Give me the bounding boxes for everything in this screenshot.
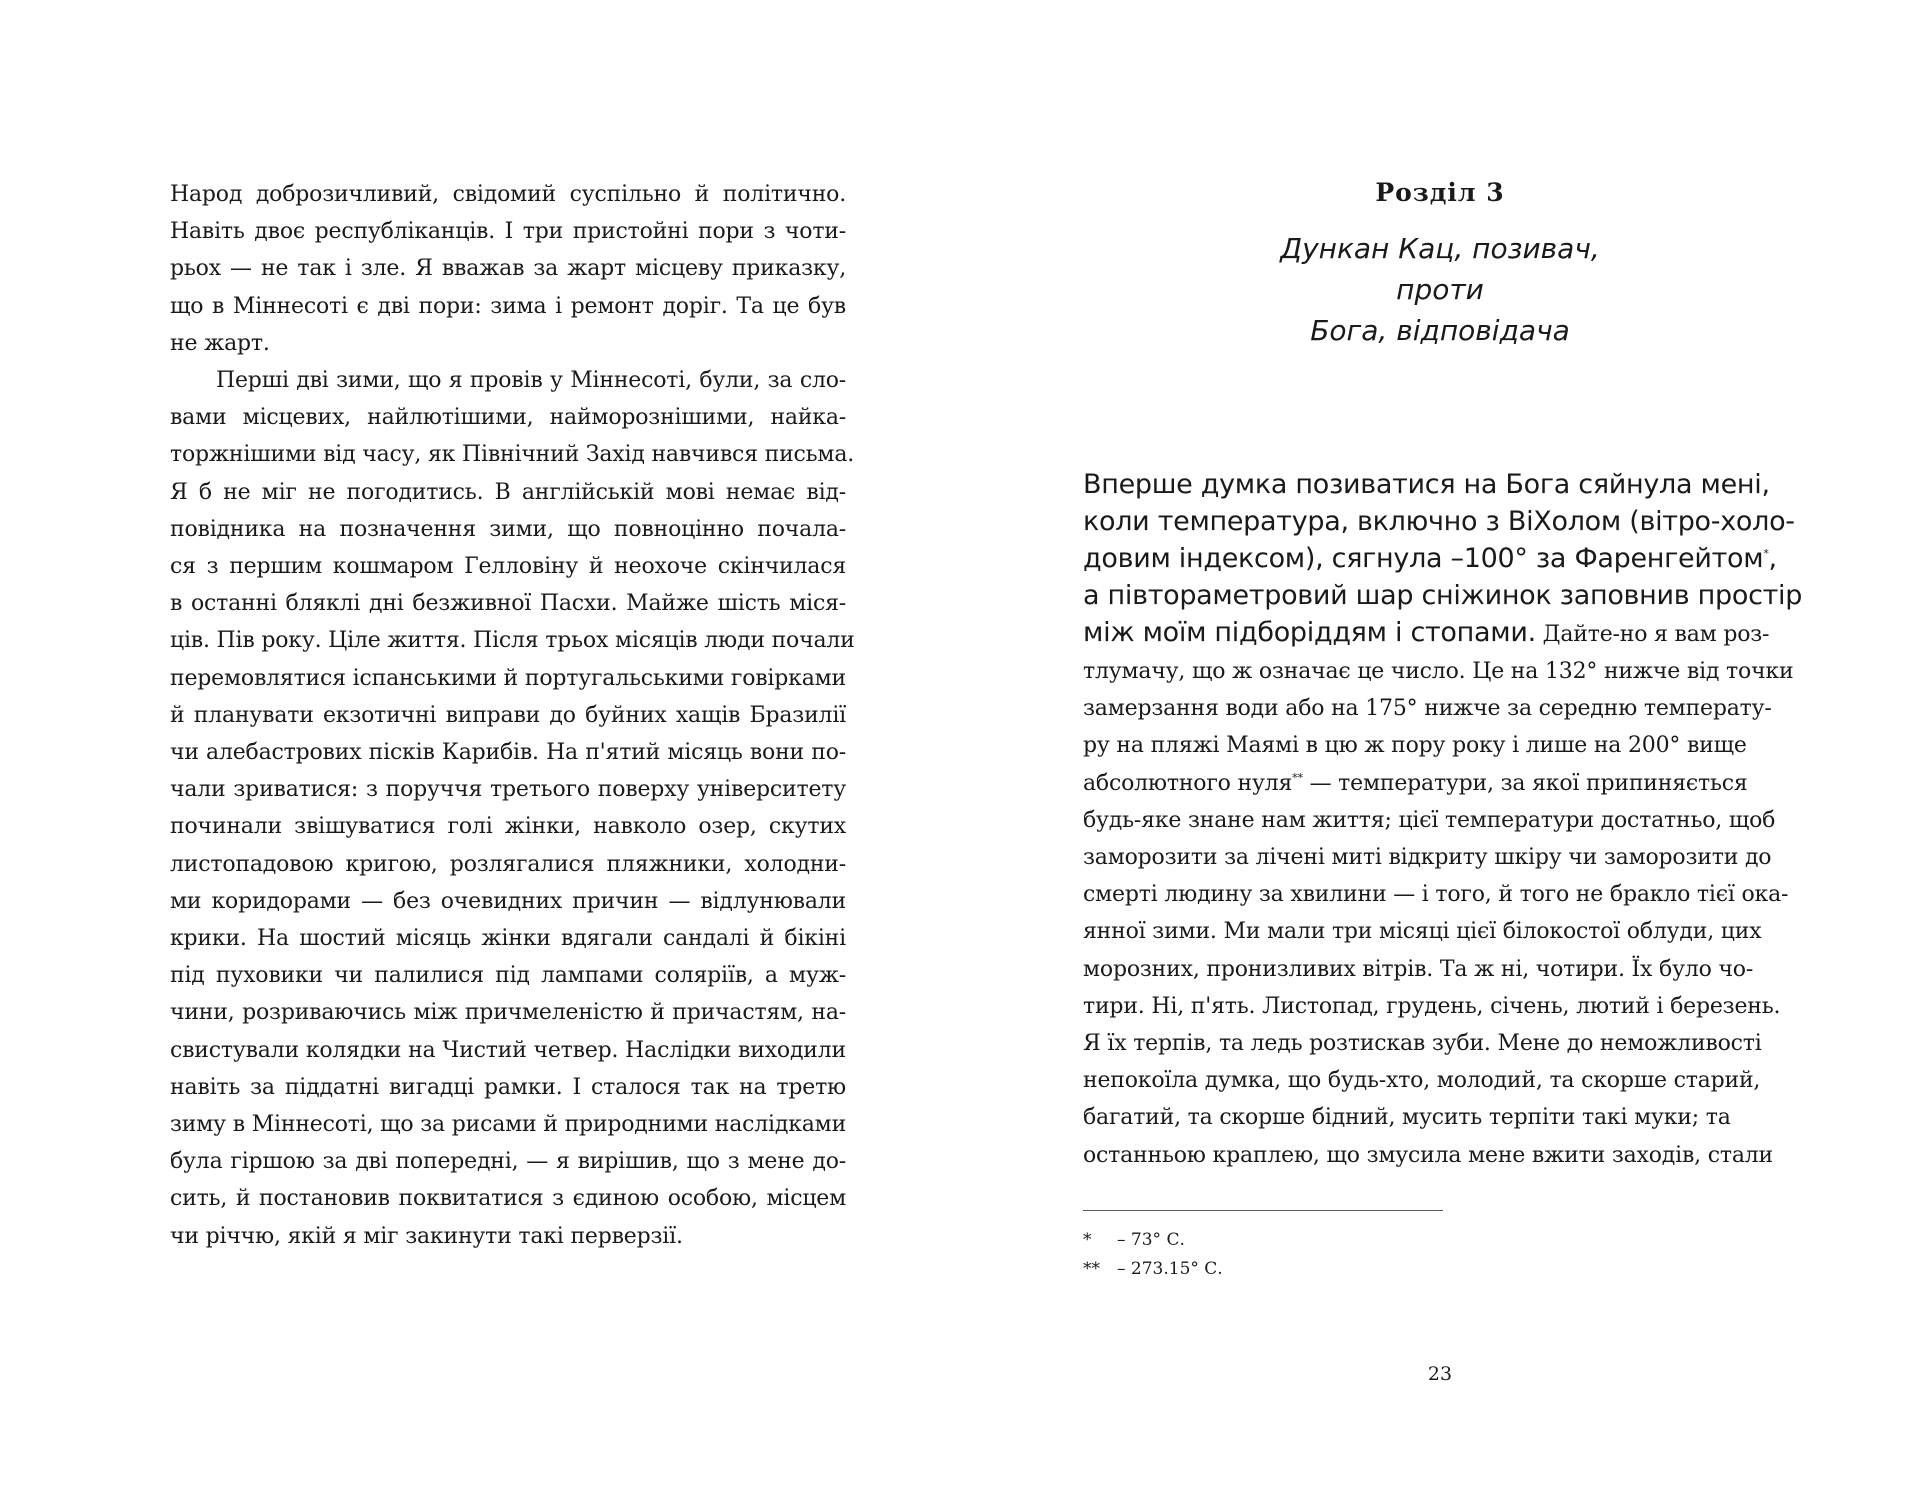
footnote-ref: * xyxy=(1763,547,1769,560)
right-page xyxy=(960,0,1920,1485)
footnote xyxy=(1083,1226,1223,1255)
body-line: янної зими. Ми мали три місяці цієї білокостої облуди, цих xyxy=(1083,919,1762,945)
body-line: в останні бляклі дні безживної Пасхи. Майже шість міся- xyxy=(170,591,846,617)
footnote-text: – 273.15° С. xyxy=(1117,1259,1223,1279)
body-line: що в Міннесоті є дві пори: зима і ремонт доріг. Та це був xyxy=(170,293,846,319)
body-line-text: довим індексом), сягнула –100° за Фаренгейтом xyxy=(1083,543,1764,574)
body-line: сить, й постановив поквитатися з єдиною особою, місцем xyxy=(170,1186,846,1212)
body-line: непокоїла думка, що будь-хто, молодий, та скорше старий, xyxy=(1083,1068,1761,1094)
body-line: перемовлятися іспанськими й португальськими говірками xyxy=(170,665,846,691)
chapter-number: Розділ 3 xyxy=(1375,178,1505,207)
footnote-ref: ** xyxy=(1292,771,1303,785)
body-line: чини, розриваючись між причмеленістю й причастям, на- xyxy=(170,1000,846,1026)
body-line: зиму в Міннесоті, що за рисами й природними наслідками xyxy=(170,1112,847,1138)
chapter-title xyxy=(960,228,1920,351)
body-line: навіть за піддатні вигадці рамки. І сталося так на третю xyxy=(170,1074,846,1100)
body-line: Навіть двоє республіканців. І три пристойні пори з чоти- xyxy=(170,219,846,245)
body-line: під пуховики чи палилися під лампами соляріїв, а муж- xyxy=(170,963,846,989)
footnote xyxy=(1083,1255,1223,1284)
body-line-large-part: між моїм підборіддям і стопами. xyxy=(1083,617,1536,648)
body-line: Народ доброзичливий, свідомий суспільно й політично. xyxy=(170,182,846,207)
body-line-text: — температури, за якої припиняється xyxy=(1302,770,1748,796)
body-line: свистували колядки на Чистий четвер. Наслідки виходили xyxy=(170,1037,846,1063)
body-line: останньою краплею, що змусила мене вжити заходів, стали xyxy=(1083,1142,1774,1168)
body-line-text: абсолютного нуля xyxy=(1083,770,1293,796)
body-line: морозних, пронизливих вітрів. Та ж ні, чотири. Їх було чо- xyxy=(1083,956,1754,982)
body-line: ру на пляжі Маямі в цю ж пору року і лише на 200° вище xyxy=(1083,733,1747,759)
body-line: не жарт. xyxy=(170,330,270,356)
chapter-title-line: Бога, відповідача xyxy=(1310,314,1570,347)
footnotes xyxy=(1083,1226,1223,1284)
chapter-title-line: проти xyxy=(1396,273,1484,306)
left-page-text xyxy=(170,176,855,1255)
body-line: починали звішуватися голі жінки, навколо озер, скутих xyxy=(170,814,846,840)
chapter-title-line: Дункан Кац, позивач, xyxy=(1280,232,1600,265)
body-line: була гіршою за дві попередні, — я вирішив, що з мене до- xyxy=(170,1149,846,1175)
body-line: крики. На шостий місяць жінки вдягали сандалі й бікіні xyxy=(170,926,846,952)
body-line: заморозити за лічені миті відкриту шкіру чи заморозити до xyxy=(1083,845,1772,871)
body-line: торжнішими від часу, як Північний Захід навчився письма. xyxy=(170,442,855,468)
body-line: ми коридорами — без очевидних причин — відлунювали xyxy=(170,888,846,914)
body-line-mixed xyxy=(1083,614,1770,653)
body-line: рьох — не так і зле. Я вважав за жарт місцеву приказку, xyxy=(170,256,846,282)
body-line: багатий, та скорше бідний, мусить терпіти такі муки; та xyxy=(1083,1105,1731,1131)
body-line: чи алебастрових пісків Карибів. На п'ятий місяць вони по- xyxy=(170,740,846,766)
body-line: листопадовою кригою, розлягалися пляжники, холодни- xyxy=(170,851,846,877)
footnote-marker: ** xyxy=(1083,1259,1100,1279)
page-number: 23 xyxy=(1427,1363,1453,1385)
body-line: замерзання води або на 175° нижче за середню температу- xyxy=(1083,696,1772,722)
body-line: повідника на позначення зими, що повноцінно почала- xyxy=(170,516,846,542)
body-line: смерті людину за хвилини — і того, й того не бракло тієї ока- xyxy=(1083,882,1789,908)
body-line: й планувати екзотичні виправи до буйних хащів Бразилії xyxy=(170,702,846,728)
right-page-text xyxy=(1083,466,1803,1174)
body-line: Перші дві зими, що я провів у Міннесоті, були, за сло- xyxy=(216,368,846,394)
body-line-large: коли температура, включно з ВіХолом (вітро-холо- xyxy=(1083,506,1795,537)
body-line-large: Вперше думка позиватися на Бога сяйнула мені, xyxy=(1083,469,1770,500)
body-line: будь-яке знане нам життя; цієї температури достатньо, щоб xyxy=(1083,807,1776,833)
body-line-large: а півтораметровий шар сніжинок заповнив простір xyxy=(1083,580,1803,611)
body-line-small-part: Дайте-но я вам роз- xyxy=(1535,622,1770,647)
body-line: ся з першим кошмаром Гелловіну й неохоче скінчилася xyxy=(170,554,846,580)
body-line: чали зриватися: з поруччя третього поверху університету xyxy=(170,777,846,803)
comma: , xyxy=(1768,543,1777,574)
body-line: ців. Пів року. Ціле життя. Після трьох місяців люди почали xyxy=(170,628,855,654)
footnote-text: – 73° С. xyxy=(1117,1230,1185,1250)
body-line: Я б не міг не погодитись. В англійській мові немає від- xyxy=(170,479,846,505)
footnote-divider xyxy=(1083,1210,1443,1211)
body-line: чи річчю, якій я міг закинути такі перверзії. xyxy=(170,1223,683,1249)
body-line: вами місцевих, найлютішими, найморознішими, найка- xyxy=(170,405,846,431)
body-line-large xyxy=(1083,540,1777,577)
body-line: Я їх терпів, та ледь розтискав зуби. Мене до неможливості xyxy=(1083,1031,1762,1057)
footnote-marker: * xyxy=(1083,1230,1092,1250)
body-line xyxy=(1083,765,1748,802)
body-line: тлумачу, що ж означає це число. Це на 132° нижче від точки xyxy=(1083,659,1794,684)
body-line: тири. Ні, п'ять. Листопад, грудень, січень, лютий і березень. xyxy=(1083,993,1781,1019)
